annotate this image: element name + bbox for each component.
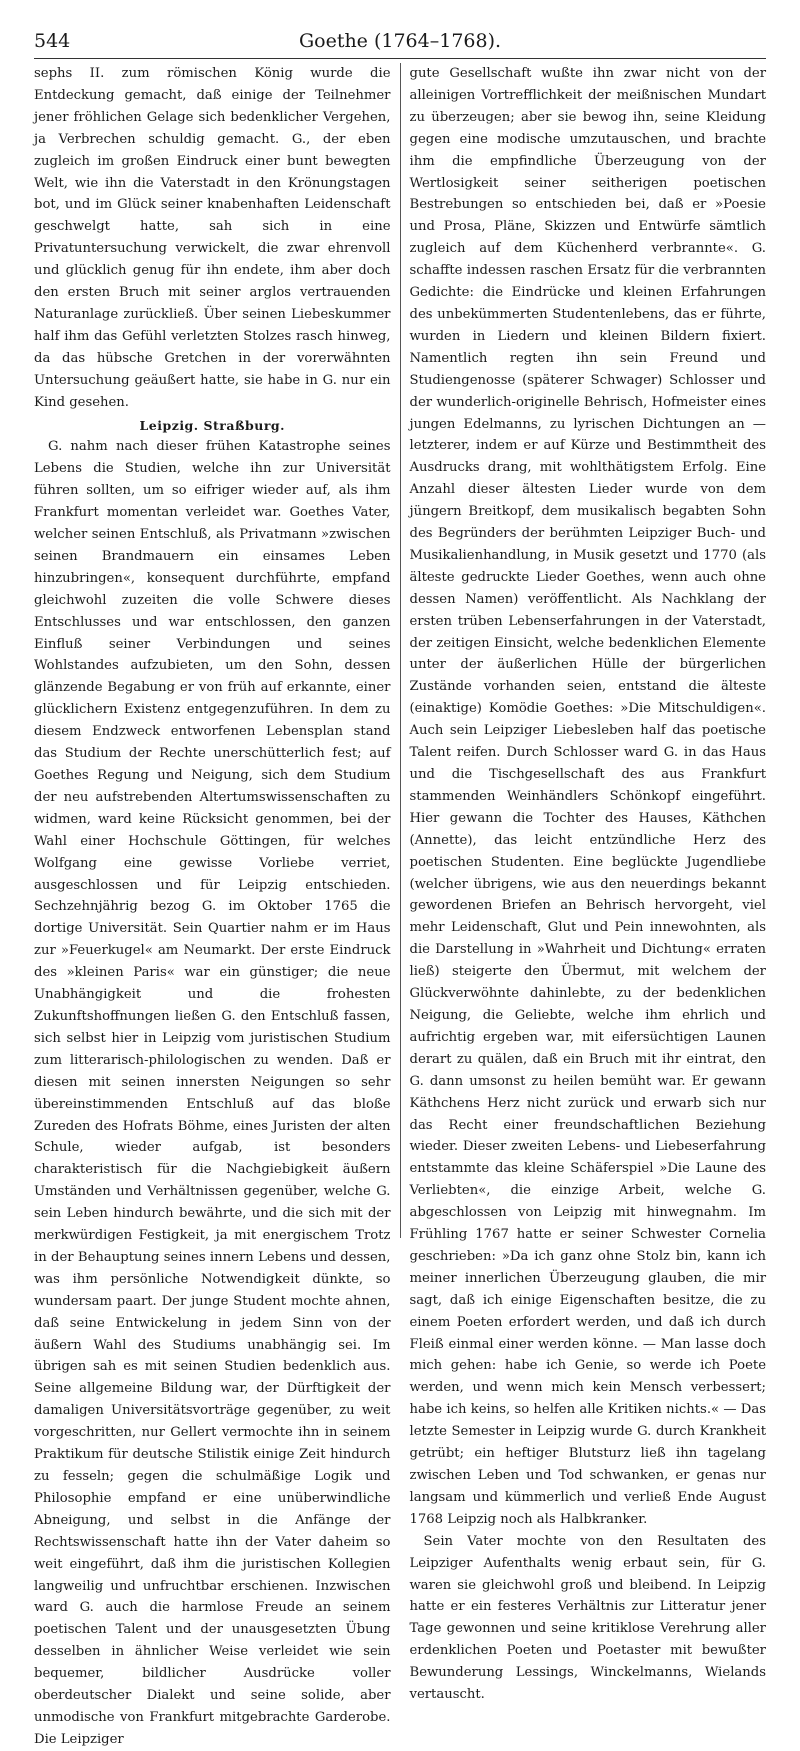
text-columns [34,63,766,1747]
section-heading: Leipzig. Straßburg. [139,417,285,433]
page-number: 544 [34,30,71,52]
paragraph: G. nahm nach dieser frühen Katastrophe seines Lebens die Studien, welche ihn zur Universität führen sollten, um so eifriger wieder auf, als ihm Frankfurt momentan verleidet war. Goethes Vater, welcher seinen Entschluß, als Privatmann »zwischen seinen Brandmauern ein einsames Leben hinzubringen«, konsequent durchführte, empfand gleichwohl zuzeiten die volle Schwere dieses Entschlusses und war entschlossen, den ganzen Einfluß seiner Verbindungen und seines Wohlstandes aufzubieten, um den Sohn, dessen glänzende Begabung er von früh auf erkannte, einer glücklichern Existenz entgegenzuführen. In dem zu diesem Endzweck entworfenen Lebensplan stand das Studium der Rechte unerschütterlich fest; auf Goethes Regung und Neigung, sich dem Studium der neu aufstrebenden Altertumswissenschaften zu widmen, ward keine Rücksicht genommen, bei der Wahl einer Hochschule Göttingen, für welches Wolfgang eine gewisse Vorliebe verriet, ausgeschlossen und für Leipzig entschieden. Sechzehnjährig bezog G. im Oktober 1765 die dortige Universität. Sein Quartier nahm er im Haus zur »Feuerkugel« am Neumarkt. Der erste Eindruck des »kleinen Paris« war ein günstiger; die neue Unabhängigkeit und die frohesten Zukunftshoffnungen ließen G. den Entschluß fassen, sich selbst hier in Leipzig vom juristischen Studium zum litterarisch-philologischen zu wenden. Daß er diesen mit seinen innersten Neigungen so sehr übereinstimmenden Entschluß auf das bloße Zureden des Hofrats Böhme, eines Juristen der alten Schule, wieder aufgab, ist besonders charakteristisch für die Nachgiebigkeit äußern Umständen und Verhältnissen gegenüber, welche G. sein Leben hindurch bewährte, und die sich mit der merkwürdigen Festigkeit, ja mit energischem Trotz in der Behauptung seines innern Lebens und dessen, was ihm persönliche Notwendigkeit dünkte, so wundersam paart. Der junge Student mochte ahnen, daß seine Entwickelung in jedem Sinn von der äußern Wahl des Studiums unabhängig sei. Im übrigen sah es mit seinen Studien bedenklich aus. Seine allgemeine Bildung war, der Dürftigkeit der damaligen Universitätsvorträge gegenüber, zu weit vorgeschritten, nur Gellert vermochte ihn in seinem Praktikum für deutsche Stilistik einige Zeit hindurch zu fesseln; gegen die schulmäßige Logik und Philosophie empfand er eine unüberwindliche Abneigung, und selbst in die Anfänge der Rechtswissenschaft hatte ihn der Vater daheim so weit eingeführt, daß ihm die juristischen Kollegien langweilig und unfruchtbar erschienen. Inzwischen ward G. auch die harmlose Freude an seinem poetischen Talent und der unausgesetzten Übung desselben in ähnlicher Weise verleidet wie sein bequemer, bildlicher Ausdrücke voller oberdeutscher Dialekt und seine solide, aber unmodische von Frankfurt mitgebrachte Garderobe. Die Leipziger [34,439,391,1747]
running-head: Goethe (1764–1768). [298,30,502,52]
right-column [401,63,767,1703]
paragraph: sephs II. zum römischen König wurde die Entdeckung gemacht, daß einige der Teilnehmer jener fröhlichen Gelage sich bedenklicher Vergehen, ja Verbrechen schuldig gemacht. G., der eben zugleich im großen Eindruck einer bunt bewegten Welt, wie ihn die Vaterstadt in den Krönungstagen bot, und im Glück seiner knabenhaften Leidenschaft geschwelgt hatte, sah sich in eine Privatuntersuchung verwickelt, die zwar ehrenvoll und glücklich genug für ihn endete, ihm aber doch den ersten Bruch mit seiner arglos vertrauenden Naturanlage zurückließ. Über seinen Liebeskummer half ihm das Gefühl verletzten Stolzes rasch hinweg, da das hübsche Gretchen in der vorerwähnten Untersuchung geäußert hatte, sie habe in G. nur ein Kind gesehen. [34,66,391,410]
left-column [34,63,400,1747]
paragraph: gute Gesellschaft wußte ihn zwar nicht von der alleinigen Vortrefflichkeit der meißnischen Mundart zu überzeugen; aber sie bewog ihn, seine Kleidung gegen eine modische umzutauschen, und brachte ihm die empfindliche Überzeugung von der Wertlosigkeit seiner seitherigen poetischen Bestrebungen so entschieden bei, daß er »Poesie und Prosa, Pläne, Skizzen und Entwürfe sämtlich zugleich auf dem Küchenherd verbrannte«. G. schaffte indessen raschen Ersatz für die verbrannten Gedichte: die Eindrücke und kleinen Erfahrungen des unbekümmerten Studentenlebens, das er führte, wurden in Liedern und kleinen Bildern fixiert. Namentlich regten ihn sein Freund und Studiengenosse (späterer Schwager) Schlosser und der wunderlich-originelle Behrisch, Hofmeister eines jungen Edelmanns, zu lyrischen Dichtungen an — letzterer, indem er auf Kürze und Bestimmtheit des Ausdrucks drang, mit wohlthätigstem Erfolg. Eine Anzahl dieser ältesten Lieder wurde von dem jüngern Breitkopf, dem musikalisch begabten Sohn des Begründers der berühmten Leipziger Buch- und Musikalienhandlung, in Musik gesetzt und 1770 (als älteste gedruckte Lieder Goethes, wenn auch ohne dessen Namen) veröffentlicht. Als Nachklang der ersten trüben Lebenserfahrungen in der Vaterstadt, der zeitigen Einsicht, welche bedenklichen Elemente unter der äußerlichen Hülle der bürgerlichen Zustände vorhanden seien, entstand die älteste (einaktige) Komödie Goethes: »Die Mitschuldigen«. Auch sein Leipziger Liebesleben half das poetische Talent reifen. Durch Schlosser ward G. in das Haus und die Tischgesellschaft des aus Frankfurt stammenden Weinhändlers Schönkopf eingeführt. Hier gewann die Tochter des Hauses, Käthchen (Annette), das leicht entzündliche Herz des poetischen Studenten. Eine beglückte Jugendliebe (welcher übrigens, wie aus den neuerdings bekannt gewordenen Briefen an Behrisch hervorgeht, viel mehr Leidenschaft, Glut und Pein innewohnten, als die Darstellung in »Wahrheit und Dichtung« erraten ließ) steigerte den Übermut, mit welchem der Glückverwöhnte dahinlebte, zu der bedenklichen Neigung, die Geliebte, welche ihm ehrlich und aufrichtig ergeben war, mit eifersüchtigen Launen derart zu quälen, daß ein Bruch mit ihr eintrat, den G. dann umsonst zu heilen bemüht war. Er gewann Käthchens Herz nicht zurück und erwarb sich nur das Recht einer freundschaftlichen Beziehung wieder. Dieser zweiten Lebens- und Liebeserfahrung entstammte das kleine Schäferspiel »Die Laune des Verliebten«, die einzige Arbeit, welche G. abgeschlossen von Leipzig mit hinwegnahm. Im Frühling 1767 hatte er seiner Schwester Cornelia geschrieben: »Da ich ganz ohne Stolz bin, kann ich meiner innerlichen Überzeugung glauben, die mir sagt, daß ich einige Eigenschaften besitze, die zu einem Poeten erfordert werden, und daß ich durch Fleiß einmal einer werden könne. — Man lasse doch mich gehen: habe ich Genie, so werde ich Poete werden, und wenn mich kein Mensch verbessert; habe ich keins, so helfen alle Kritiken nichts.« — Das letzte Semester in Leipzig wurde G. durch Krankheit getrübt; ein heftiger Blutsturz ließ ihn tagelang zwischen Leben und Tod schwanken, er genas nur langsam und kümmerlich und verließ Ende August 1768 Leipzig noch als Halbkranker. [409,66,766,1527]
paragraph: Sein Vater mochte von den Resultaten des Leipziger Aufenthalts wenig erbaut sein, für G. waren sie gleichwohl groß und bleibend. In Leipzig hatte er ein festeres Verhältnis zur Litteratur jener Tage gewonnen und seine kritiklose Verehrung aller erdenklichen Poeten und Poetaster mit bewußter Bewunderung Lessings, Winckelmanns, Wielands vertauscht. [409,1533,766,1703]
page-header [34,28,766,59]
